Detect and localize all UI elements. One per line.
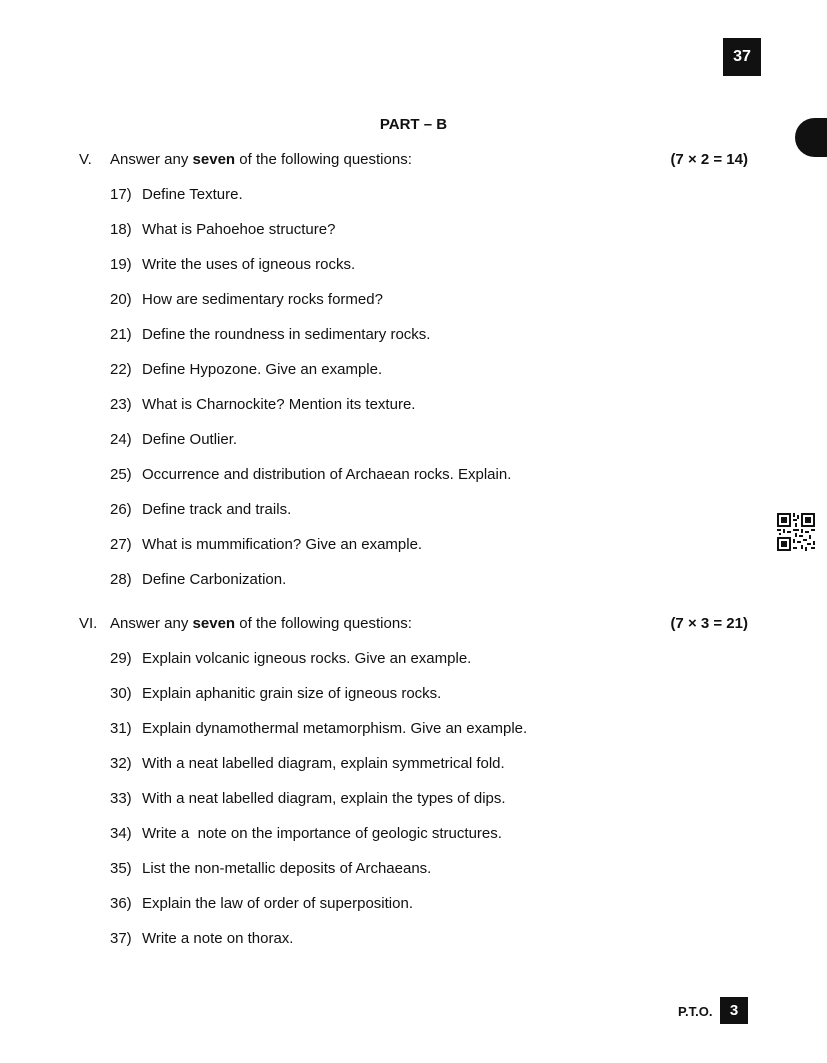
- question-17: 17) Define Texture.: [110, 186, 243, 203]
- question-33: 33) With a neat labelled diagram, explain the types of dips.: [110, 790, 506, 807]
- part-title: PART – B: [379, 116, 448, 133]
- question-20: 20) How are sedimentary rocks formed?: [110, 291, 383, 308]
- question-36: 36) Explain the law of order of superposition.: [110, 895, 413, 912]
- section-instruction: Answer any seven of the following questions:: [110, 615, 412, 632]
- section-header-vi: [0, 615, 827, 635]
- question-34: 34) Write a note on the importance of geologic structures.: [110, 825, 502, 842]
- question-37: 37) Write a note on thorax.: [110, 930, 294, 947]
- question-28: 28) Define Carbonization.: [110, 571, 287, 588]
- question-26: 26) Define track and trails.: [110, 501, 292, 518]
- question-25: 25) Occurrence and distribution of Archaean rocks. Explain.: [110, 466, 512, 483]
- pto-label: P.T.O.: [678, 1004, 713, 1019]
- question-30: 30) Explain aphanitic grain size of igneous rocks.: [110, 685, 442, 702]
- section-marks: (7 × 3 = 21): [670, 615, 748, 632]
- question-35: 35) List the non-metallic deposits of Archaeans.: [110, 860, 432, 877]
- question-24: 24) Define Outlier.: [110, 431, 238, 448]
- section-instruction: Answer any seven of the following questions:: [110, 151, 412, 168]
- question-32: 32) With a neat labelled diagram, explain symmetrical fold.: [110, 755, 505, 772]
- qr-code: [777, 513, 815, 551]
- question-19: 19) Write the uses of igneous rocks.: [110, 256, 356, 273]
- page-number-badge: 3: [720, 997, 748, 1024]
- paper-code-badge: 37: [723, 38, 761, 76]
- section-marks: (7 × 2 = 14): [670, 151, 748, 168]
- section-header-v: [0, 151, 827, 171]
- question-23: 23) What is Charnockite? Mention its texture.: [110, 396, 416, 413]
- question-22: 22) Define Hypozone. Give an example.: [110, 361, 383, 378]
- question-18: 18) What is Pahoehoe structure?: [110, 221, 336, 238]
- question-31: 31) Explain dynamothermal metamorphism. Give an example.: [110, 720, 528, 737]
- section-number: V.: [79, 151, 92, 168]
- section-number: VI.: [79, 615, 98, 632]
- question-27: 27) What is mummification? Give an example.: [110, 536, 423, 553]
- question-29: 29) Explain volcanic igneous rocks. Give an example.: [110, 650, 472, 667]
- question-21: 21) Define the roundness in sedimentary rocks.: [110, 326, 431, 343]
